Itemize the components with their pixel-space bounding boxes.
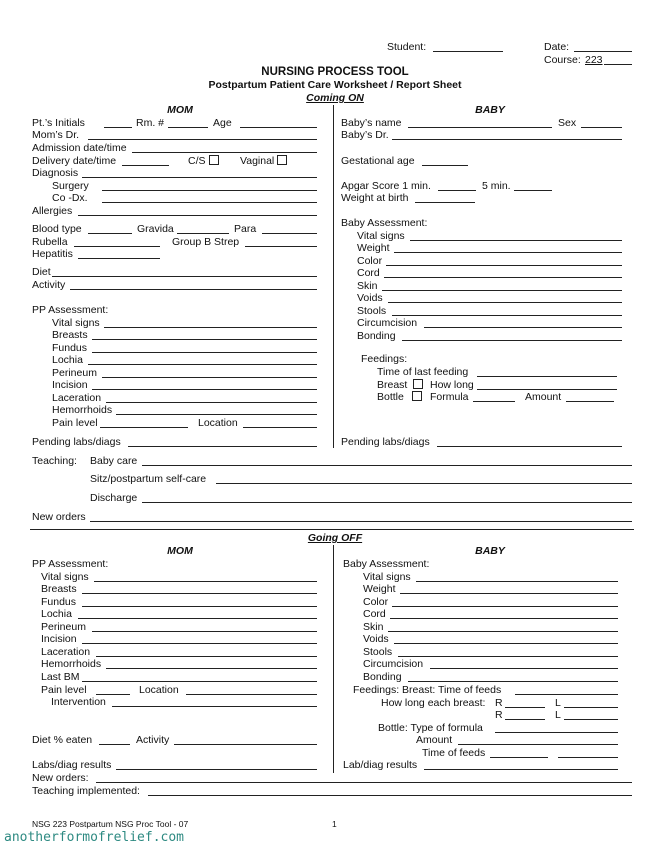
- rubella-field[interactable]: [74, 246, 160, 247]
- group-b-field[interactable]: [245, 246, 317, 247]
- mom-pending-field[interactable]: [128, 446, 317, 447]
- codx-field[interactable]: [102, 202, 317, 203]
- babys-dr-field[interactable]: [392, 139, 622, 140]
- off-amount-label: Amount: [416, 734, 453, 746]
- diet-eaten-label: Diet % eaten: [32, 734, 93, 746]
- gestational-field[interactable]: [422, 165, 468, 166]
- mom-perineum-field[interactable]: [102, 377, 317, 378]
- diet-eaten-field[interactable]: [99, 744, 130, 745]
- baby-item-skin: Skin: [357, 280, 378, 292]
- para-field[interactable]: [262, 233, 317, 234]
- off-mom-laceration-field[interactable]: [96, 656, 317, 657]
- baby-item-vital-signs: Vital signs: [357, 230, 405, 242]
- baby-assessment-label: Baby Assessment:: [341, 217, 428, 229]
- baby-item-stools: Stools: [357, 305, 387, 317]
- off-baby-item-cord: Cord: [363, 608, 386, 620]
- section-separator: [30, 529, 634, 530]
- activity-label: Activity: [32, 279, 66, 291]
- mom-item-vital-signs: Vital signs: [52, 317, 100, 329]
- intervention-field[interactable]: [112, 706, 317, 707]
- bottle-option[interactable]: [377, 391, 422, 403]
- sex-field[interactable]: [581, 127, 622, 128]
- off-pain-level-field[interactable]: [96, 694, 130, 695]
- activity-field[interactable]: [70, 289, 317, 290]
- baby-stools-field[interactable]: [392, 315, 622, 316]
- left-breast-label-2: L: [555, 709, 561, 721]
- time-feeds-field-1[interactable]: [490, 757, 548, 758]
- surgery-label: Surgery: [52, 180, 89, 192]
- mom-fundus-field[interactable]: [92, 352, 317, 353]
- baby-item-color: Color: [357, 255, 383, 267]
- time-of-feeds-field[interactable]: [515, 694, 618, 695]
- pt-initials-field[interactable]: [104, 127, 132, 128]
- off-new-orders-field[interactable]: [96, 782, 632, 783]
- teaching-implemented-label: Teaching implemented:: [32, 785, 140, 797]
- bottle-label: Bottle: [377, 391, 404, 403]
- mom-pending-label: Pending labs/diags: [32, 436, 121, 448]
- off-baby-stools-field[interactable]: [398, 656, 618, 657]
- off-mom-hemorrhoids-field[interactable]: [106, 668, 317, 669]
- codx-label: Co -Dx.: [52, 192, 88, 204]
- breast-label: Breast: [377, 379, 408, 391]
- intervention-label: Intervention: [51, 696, 106, 708]
- discharge-label: Discharge: [90, 492, 138, 504]
- location-label: Location: [198, 417, 238, 429]
- gravida-field[interactable]: [177, 233, 229, 234]
- surgery-field[interactable]: [102, 190, 317, 191]
- baby-color-field[interactable]: [386, 265, 622, 266]
- off-activity-label: Activity: [136, 734, 170, 746]
- off-baby-item-bonding: Bonding: [363, 671, 402, 683]
- blood-type-label: Blood type: [32, 223, 82, 235]
- off-mom-item-lochia: Lochia: [41, 608, 72, 620]
- baby-cord-field[interactable]: [384, 277, 622, 278]
- babys-name-field[interactable]: [408, 127, 552, 128]
- off-mom-item-hemorrhoids: Hemorrhoids: [41, 658, 102, 670]
- hepatitis-field[interactable]: [78, 258, 160, 259]
- teaching-implemented-field[interactable]: [148, 795, 632, 796]
- mom-labs-label: Labs/diag results: [32, 759, 112, 771]
- sitz-label: Sitz/postpartum self-care: [90, 473, 207, 485]
- student-field[interactable]: [433, 51, 503, 52]
- mom-incision-field[interactable]: [92, 389, 317, 390]
- pt-initials-label: Pt.’s Initials: [32, 117, 85, 129]
- admission-field[interactable]: [132, 152, 317, 153]
- footer-code: NSG 223 Postpartum NSG Proc Tool - 07: [32, 819, 189, 829]
- off-baby-cord-field[interactable]: [390, 618, 618, 619]
- off-mom-item-fundus: Fundus: [41, 596, 77, 608]
- baby-pending-label: Pending labs/diags: [341, 436, 430, 448]
- time-feeds-label: Time of feeds: [422, 747, 486, 759]
- age-label: Age: [213, 117, 232, 129]
- right-breast-field-1[interactable]: [505, 707, 545, 708]
- off-baby-item-circumcision: Circumcision: [363, 658, 424, 670]
- time-last-feeding-label: Time of last feeding: [377, 366, 469, 378]
- gestational-label: Gestational age: [341, 155, 415, 167]
- group-b-label: Group B Strep: [172, 236, 240, 248]
- baby-care-label: Baby care: [90, 455, 138, 467]
- student-label: Student:: [387, 41, 427, 53]
- off-mom-perineum-field[interactable]: [92, 631, 317, 632]
- breast-option[interactable]: [377, 379, 423, 391]
- off-mom-breasts-field[interactable]: [82, 593, 317, 594]
- off-feedings-label: Feedings: Breast: Time of feeds: [353, 684, 502, 696]
- baby-pending-field[interactable]: [437, 446, 622, 447]
- pain-level-field[interactable]: [100, 427, 188, 428]
- apgar-5min-label: 5 min.: [482, 180, 511, 192]
- cs-option[interactable]: [188, 155, 219, 167]
- delivery-label: Delivery date/time: [32, 155, 117, 167]
- off-mom-item-laceration: Laceration: [41, 646, 91, 658]
- form-title: NURSING PROCESS TOOL: [261, 66, 409, 78]
- mom-item-hemorrhoids: Hemorrhoids: [52, 404, 113, 416]
- watermark: anotherformofrelief.com: [4, 830, 185, 845]
- mom-breasts-field[interactable]: [92, 339, 317, 340]
- baby-item-weight: Weight: [357, 242, 390, 254]
- cs-checkbox[interactable]: [209, 155, 219, 165]
- baby-item-bonding: Bonding: [357, 330, 396, 342]
- sitz-field[interactable]: [216, 483, 632, 484]
- cs-label: C/S: [188, 155, 206, 167]
- right-breast-field-2[interactable]: [505, 719, 545, 720]
- time-last-feeding-field[interactable]: [477, 376, 617, 377]
- off-baby-skin-field[interactable]: [388, 631, 618, 632]
- mom-lochia-field[interactable]: [88, 364, 317, 365]
- new-orders-label: New orders: [32, 511, 86, 523]
- off-pain-level-label: Pain level: [41, 684, 87, 696]
- form-subtitle: Postpartum Patient Care Worksheet / Report Sheet: [208, 79, 462, 91]
- date-label: Date:: [544, 41, 570, 53]
- formula-label: Formula: [430, 391, 469, 403]
- mom-item-perineum: Perineum: [52, 367, 97, 379]
- baby-vital-signs-field[interactable]: [410, 240, 622, 241]
- teaching-label: Teaching:: [32, 455, 77, 467]
- course-label: Course:: [544, 54, 581, 66]
- baby-labs-field[interactable]: [424, 769, 618, 770]
- baby-bonding-field[interactable]: [402, 340, 622, 341]
- moms-dr-field[interactable]: [88, 139, 317, 140]
- rm-field[interactable]: [168, 127, 208, 128]
- how-long-each-label: How long each breast:: [381, 697, 486, 709]
- breast-checkbox[interactable]: [413, 379, 423, 389]
- baby-circumcision-field[interactable]: [424, 327, 622, 328]
- off-baby-color-field[interactable]: [392, 606, 618, 607]
- new-orders-field[interactable]: [90, 521, 632, 522]
- off-mom-item-perineum: Perineum: [41, 621, 86, 633]
- right-breast-label: R: [495, 697, 503, 709]
- apgar-5min-field[interactable]: [514, 190, 552, 191]
- gravida-label: Gravida: [137, 223, 174, 235]
- baby-labs-label: Lab/diag results: [343, 759, 418, 771]
- mom-item-incision: Incision: [52, 379, 88, 391]
- baby-item-voids: Voids: [357, 292, 383, 304]
- off-baby-circumcision-field[interactable]: [430, 668, 618, 669]
- mom-labs-field[interactable]: [116, 769, 317, 770]
- location-field[interactable]: [243, 427, 317, 428]
- babys-dr-label: Baby’s Dr.: [341, 129, 389, 141]
- off-location-label: Location: [139, 684, 179, 696]
- diagnosis-label: Diagnosis: [32, 167, 79, 179]
- how-long-field[interactable]: [477, 389, 617, 390]
- off-mom-item-breasts: Breasts: [41, 583, 77, 595]
- pp-assessment-label: PP Assessment:: [32, 304, 109, 316]
- baby-heading-off: BABY: [475, 545, 505, 557]
- left-breast-label: L: [555, 697, 561, 709]
- mom-item-breasts: Breasts: [52, 329, 88, 341]
- left-breast-field-2[interactable]: [564, 719, 618, 720]
- age-field[interactable]: [240, 127, 317, 128]
- vaginal-option[interactable]: [240, 155, 287, 167]
- mom-item-laceration: Laceration: [52, 392, 102, 404]
- mom-heading-on: MOM: [167, 104, 193, 116]
- formula-type-field[interactable]: [495, 732, 618, 733]
- babys-name-label: Baby’s name: [341, 117, 402, 129]
- pain-level-label: Pain level: [52, 417, 98, 429]
- diet-label: Diet: [32, 266, 51, 278]
- diet-field[interactable]: [52, 276, 317, 277]
- baby-care-field[interactable]: [142, 465, 632, 466]
- apgar-label: Apgar Score 1 min.: [341, 180, 431, 192]
- sex-label: Sex: [558, 117, 577, 129]
- moms-dr-label: Mom’s Dr.: [32, 129, 80, 141]
- off-location-field[interactable]: [186, 694, 317, 695]
- off-pp-assessment-label: PP Assessment:: [32, 558, 109, 570]
- rubella-label: Rubella: [32, 236, 68, 248]
- rm-label: Rm. #: [136, 117, 165, 129]
- delivery-field[interactable]: [122, 165, 169, 166]
- mom-item-lochia: Lochia: [52, 354, 83, 366]
- mom-vital-signs-field[interactable]: [104, 327, 317, 328]
- off-mom-item-incision: Incision: [41, 633, 77, 645]
- baby-weight-field[interactable]: [394, 252, 622, 253]
- date-field[interactable]: [574, 51, 632, 52]
- off-mom-last-bm-field[interactable]: [82, 681, 317, 682]
- apgar-1min-field[interactable]: [438, 190, 476, 191]
- off-amount-field[interactable]: [458, 744, 618, 745]
- off-mom-item-last-bm: Last BM: [41, 671, 80, 683]
- off-baby-vital-signs-field[interactable]: [416, 581, 618, 582]
- baby-skin-field[interactable]: [382, 290, 622, 291]
- baby-item-cord: Cord: [357, 267, 380, 279]
- page-number: 1: [332, 819, 337, 829]
- off-baby-weight-field[interactable]: [400, 593, 618, 594]
- amount-field[interactable]: [566, 401, 614, 402]
- weight-birth-label: Weight at birth: [341, 192, 409, 204]
- section-coming-on: Coming ON: [306, 92, 364, 104]
- mom-heading-off: MOM: [167, 545, 193, 557]
- off-mom-lochia-field[interactable]: [78, 618, 317, 619]
- off-baby-item-weight: Weight: [363, 583, 396, 595]
- feedings-label: Feedings:: [361, 353, 408, 365]
- column-divider-top: [333, 105, 334, 448]
- off-mom-vital-signs-field[interactable]: [94, 581, 317, 582]
- vaginal-checkbox[interactable]: [277, 155, 287, 165]
- formula-field[interactable]: [473, 401, 515, 402]
- off-mom-item-vital-signs: Vital signs: [41, 571, 89, 583]
- off-baby-assessment-label: Baby Assessment:: [343, 558, 430, 570]
- right-breast-label-2: R: [495, 709, 503, 721]
- off-baby-item-voids: Voids: [363, 633, 389, 645]
- mom-laceration-field[interactable]: [106, 402, 317, 403]
- off-baby-voids-field[interactable]: [394, 643, 618, 644]
- bottle-type-label: Bottle: Type of formula: [378, 722, 483, 734]
- diagnosis-field[interactable]: [82, 177, 317, 178]
- baby-item-circumcision: Circumcision: [357, 317, 418, 329]
- course-value: 223: [585, 54, 603, 66]
- time-feeds-field-2[interactable]: [558, 757, 618, 758]
- allergies-field[interactable]: [78, 215, 317, 216]
- admission-label: Admission date/time: [32, 142, 127, 154]
- bottle-checkbox[interactable]: [412, 391, 422, 401]
- baby-voids-field[interactable]: [388, 302, 622, 303]
- baby-heading-on: BABY: [475, 104, 505, 116]
- off-baby-item-color: Color: [363, 596, 389, 608]
- mom-hemorrhoids-field[interactable]: [116, 414, 317, 415]
- off-baby-item-vital-signs: Vital signs: [363, 571, 411, 583]
- off-new-orders-label: New orders:: [32, 772, 89, 784]
- allergies-label: Allergies: [32, 205, 73, 217]
- off-mom-fundus-field[interactable]: [82, 606, 317, 607]
- mom-item-fundus: Fundus: [52, 342, 88, 354]
- column-divider-bottom: [333, 545, 334, 773]
- vaginal-label: Vaginal: [240, 155, 275, 167]
- blood-type-field[interactable]: [88, 233, 132, 234]
- section-going-off: Going OFF: [307, 532, 363, 544]
- off-baby-item-stools: Stools: [363, 646, 393, 658]
- para-label: Para: [234, 223, 257, 235]
- discharge-field[interactable]: [142, 502, 632, 503]
- how-long-label: How long: [430, 379, 474, 391]
- weight-birth-field[interactable]: [415, 202, 475, 203]
- amount-label: Amount: [525, 391, 562, 403]
- hepatitis-label: Hepatitis: [32, 248, 73, 260]
- off-baby-item-skin: Skin: [363, 621, 384, 633]
- off-activity-field[interactable]: [174, 744, 317, 745]
- left-breast-field-1[interactable]: [564, 707, 618, 708]
- course-field[interactable]: [604, 64, 632, 65]
- off-baby-bonding-field[interactable]: [408, 681, 618, 682]
- off-mom-incision-field[interactable]: [82, 643, 317, 644]
